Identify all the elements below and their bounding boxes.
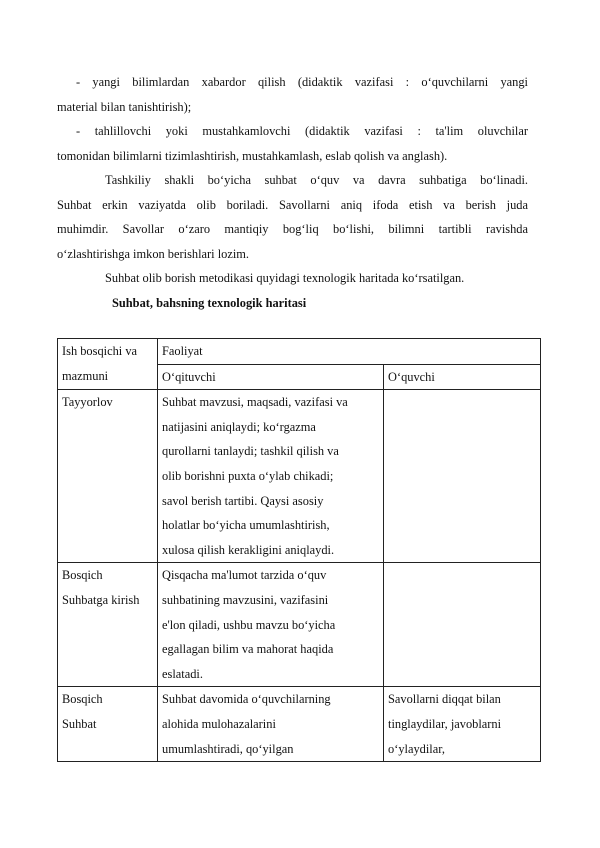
paragraph-new-knowledge-cont: [57, 95, 528, 120]
teacher-cell-line: egallagan bilim va mahorat haqida: [162, 642, 334, 657]
header-stage-line: Ish bosqichi va: [62, 344, 138, 358]
teacher-cell-line: Suhbat davomida o‘quvchilarning: [162, 692, 331, 707]
text-line: - yangi bilimlardan xabardor qilish (didaktik vazifasi : o‘quvchilarni yangi: [76, 75, 528, 89]
header-activity-cell: [158, 339, 541, 365]
stage-cell-line: Bosqich: [62, 692, 103, 707]
teacher-cell-line: holatlar bo‘yicha umumlashtirish,: [162, 518, 330, 533]
text-line: material bilan tanishtirish);: [57, 99, 192, 114]
teacher-cell-line: alohida mulohazalarini: [162, 716, 276, 731]
paragraph-analysis: [76, 119, 528, 144]
text-line: muhimdir. Savollar o‘zaro mantiqiy bog‘liq bo‘lishi, bilimni tartibli ravishda: [57, 222, 528, 236]
teacher-cell-line: e'lon qiladi, ushbu mavzu bo‘yicha: [162, 617, 336, 632]
stage-cell-line: Bosqich: [62, 568, 103, 583]
table-header-row: [58, 339, 541, 365]
header-activity-text: Faoliyat: [162, 344, 203, 358]
student-cell-line: o‘ylaydilar,: [388, 741, 445, 756]
teacher-cell-line: eslatadi.: [162, 666, 203, 681]
header-stage-line: mazmuni: [62, 368, 109, 383]
paragraph-organizational-form-cont: [57, 193, 528, 267]
text-line: Suhbat olib borish metodikasi quyidagi texnologik haritada ko‘rsatilgan.: [105, 271, 465, 285]
text-line: Suhbat erkin vaziyatda olib boriladi. Savollarni aniq ifoda etish va berish juda: [57, 197, 528, 212]
paragraph-methodology: [105, 266, 528, 291]
stage-cell: [58, 687, 158, 762]
stage-cell-line: Suhbat: [62, 716, 97, 731]
student-cell-line: tinglaydilar, javoblarni: [388, 716, 502, 731]
teacher-cell: [158, 390, 384, 563]
teacher-cell-line: Qisqacha ma'lumot tarzida o‘quv: [162, 568, 327, 583]
text-line: Tashkiliy shakli bo‘yicha suhbat o‘quv va davra suhbatiga bo‘linadi.: [105, 173, 528, 187]
stage-cell-line: Suhbatga kirish: [62, 592, 140, 607]
paragraph-organizational-form: [105, 168, 528, 193]
table-row: [58, 687, 541, 762]
teacher-cell-line: xulosa qilish kerakligini aniqlaydi.: [162, 542, 335, 557]
technology-map-table: [57, 338, 541, 762]
stage-cell-line: Tayyorlov: [62, 395, 113, 410]
header-stage-cell: [58, 339, 158, 390]
header-student-cell: [384, 364, 541, 390]
paragraph-analysis-cont: [57, 144, 528, 169]
heading-text: Suhbat, bahsning texnologik haritasi: [112, 295, 307, 310]
teacher-cell: [158, 687, 384, 762]
text-line: - tahlillovchi yoki mustahkamlovchi (didaktik vazifasi : ta'lim oluvchilar: [76, 124, 528, 138]
teacher-cell-line: olib borishni puxta o‘ylab chikadi;: [162, 468, 334, 483]
stage-cell: [58, 563, 158, 687]
text-line: tomonidan bilimlarni tizimlashtirish, mustahkamlash, eslab qolish va anglash).: [57, 148, 448, 163]
teacher-cell-line: qurollarni tanlaydi; tashkil qilish va: [162, 444, 339, 459]
teacher-cell-line: savol berish tartibi. Qaysi asosiy: [162, 493, 324, 508]
student-cell: [384, 687, 541, 762]
table-body: [58, 390, 541, 762]
text-line: o‘zlashtirishga imkon berishlari lozim.: [57, 246, 250, 261]
student-cell-line: Savollarni diqqat bilan: [388, 692, 501, 707]
header-teacher-text: O‘qituvchi: [162, 369, 216, 384]
teacher-cell-line: umumlashtiradi, qo‘yilgan: [162, 741, 294, 756]
stage-cell: [58, 390, 158, 563]
student-cell: [384, 563, 541, 687]
table-heading: [112, 291, 512, 316]
teacher-cell-line: Suhbat mavzusi, maqsadi, vazifasi va: [162, 395, 348, 410]
header-student-text: O‘quvchi: [388, 369, 435, 384]
student-cell: [384, 390, 541, 563]
teacher-cell: [158, 563, 384, 687]
table-row: [58, 563, 541, 687]
teacher-cell-line: natijasini aniqlaydi; ko‘rgazma: [162, 419, 316, 434]
header-teacher-cell: [158, 364, 384, 390]
table-row: [58, 390, 541, 563]
paragraph-new-knowledge: [76, 70, 528, 95]
teacher-cell-line: suhbatining mavzusini, vazifasini: [162, 592, 329, 607]
